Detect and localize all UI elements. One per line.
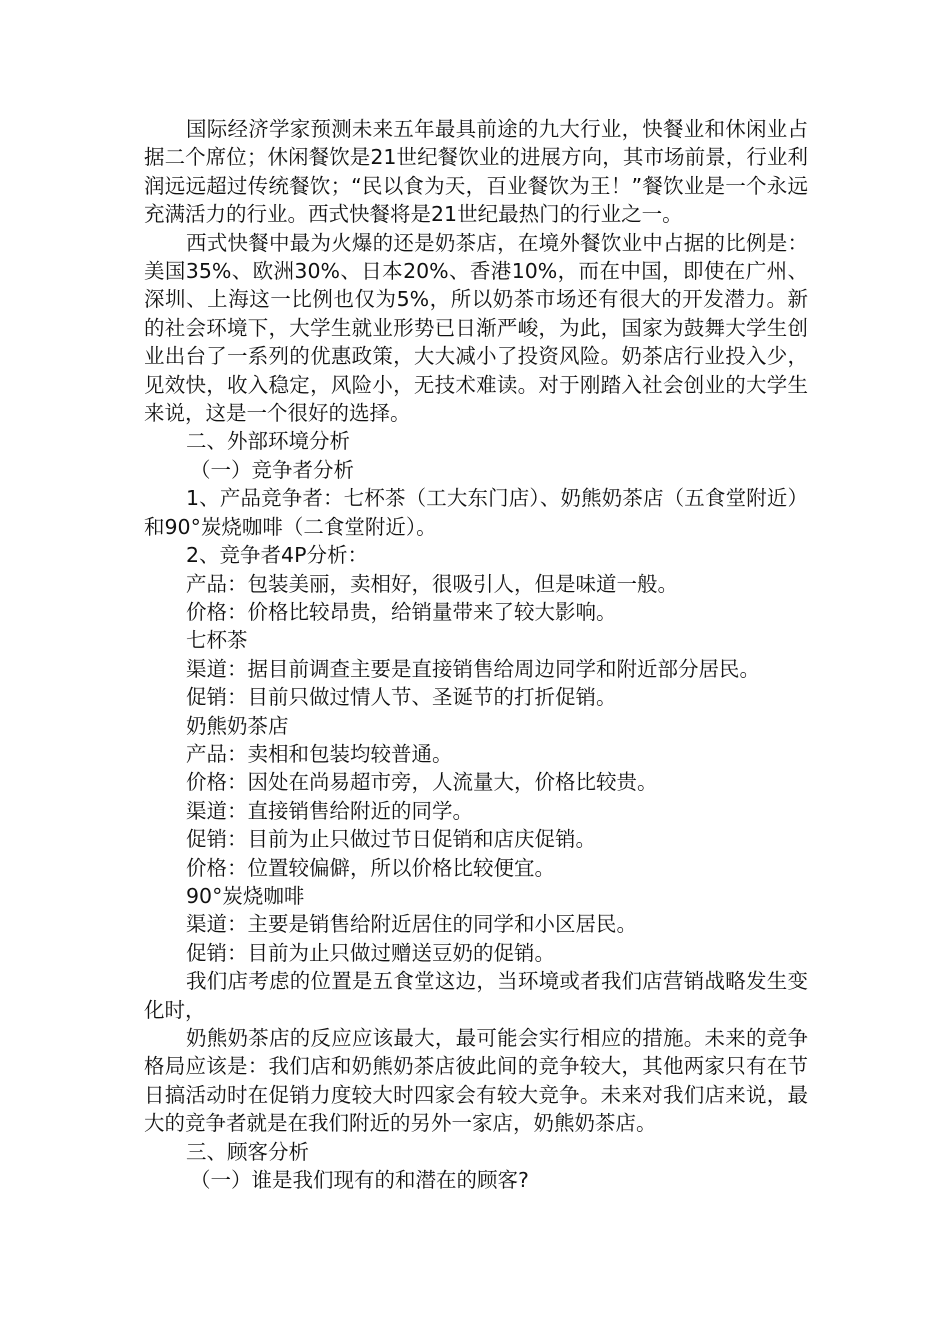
document-body [144, 115, 808, 1194]
line-item: 产品：卖相和包装均较普通。 [186, 741, 453, 766]
line-item: 产品：包装美丽，卖相好，很吸引人，但是味道一般。 [186, 571, 678, 596]
line-item: 渠道：主要是销售给附近居住的同学和小区居民。 [186, 912, 637, 937]
competitor-name: 七杯茶 [186, 628, 248, 653]
subheading-current-potential-customers: （一）谁是我们现有的和潜在的顾客? [190, 1168, 529, 1193]
heading-external-environment: 二、外部环境分析 [186, 429, 350, 454]
subheading-competitor-analysis: （一）竞争者分析 [190, 457, 354, 482]
line-item: 价格：价格比较昂贵，给销量带来了较大影响。 [186, 599, 617, 624]
paragraph-milk-tea-market: 西式快餐中最为火爆的还是奶茶店，在境外餐饮业中占据的比例是：美国35%、欧洲30%、日本20%、香港10%，而在中国，即使在广州、深圳、上海这一比例也仅为5%，所以奶茶市场还有很大的开发潜力。新的社会环境下，大学生就业形势已日渐严峻，为此，国家为鼓舞大学生创业出台了一系列的优惠政策，大大减小了投资风险。奶茶店行业投入少，见效快，收入稳定，风险小，无技术难读。对于刚踏入社会创业的大学生来说，这是一个很好的选择。 [144, 230, 808, 426]
line-item: 价格：位置较偏僻，所以价格比较便宜。 [186, 855, 555, 880]
heading-customer-analysis: 三、顾客分析 [186, 1139, 309, 1164]
paragraph-store-location: 我们店考虑的位置是五食堂这边，当环境或者我们店营销战略发生变化时， [144, 969, 808, 1022]
paragraph-product-competitors: 1、产品竞争者：七杯茶（工大东门店）、奶熊奶茶店（五食堂附近）和90°炭烧咖啡（二食堂附近）。 [144, 486, 808, 539]
competitor-name: 90°炭烧咖啡 [186, 883, 305, 908]
paragraph-industry-outlook: 国际经济学家预测未来五年最具前途的九大行业，快餐业和休闲业占据二个席位；休闲餐饮是21世纪餐饮业的进展方向，其市场前景，行业利润远远超过传统餐饮；“民以食为天，百业餐饮为王！”餐饮业是一个永远充满活力的行业。西式快餐将是21世纪最热门的行业之一。 [144, 117, 808, 227]
line-item: 促销：目前只做过情人节、圣诞节的打折促销。 [186, 685, 617, 710]
paragraph-4p-analysis: 2、竞争者4P分析： [186, 543, 368, 568]
paragraph-competitive-landscape: 奶熊奶茶店的反应应该最大，最可能会实行相应的措施。未来的竞争格局应该是：我们店和奶熊奶茶店彼此间的竞争较大，其他两家只有在节日搞活动时在促销力度较大时四家会有较大竞争。未来对我们店来说，最大的竞争者就是在我们附近的另外一家店，奶熊奶茶店。 [144, 1026, 808, 1136]
line-item: 价格：因处在尚易超市旁，人流量大，价格比较贵。 [186, 770, 658, 795]
line-item: 促销：目前为止只做过节日促销和店庆促销。 [186, 827, 596, 852]
competitor-name: 奶熊奶茶店 [186, 713, 289, 738]
line-item: 促销：目前为止只做过赠送豆奶的促销。 [186, 940, 555, 965]
line-item: 渠道：直接销售给附近的同学。 [186, 798, 473, 823]
line-item: 渠道：据目前调查主要是直接销售给周边同学和附近部分居民。 [186, 656, 760, 681]
